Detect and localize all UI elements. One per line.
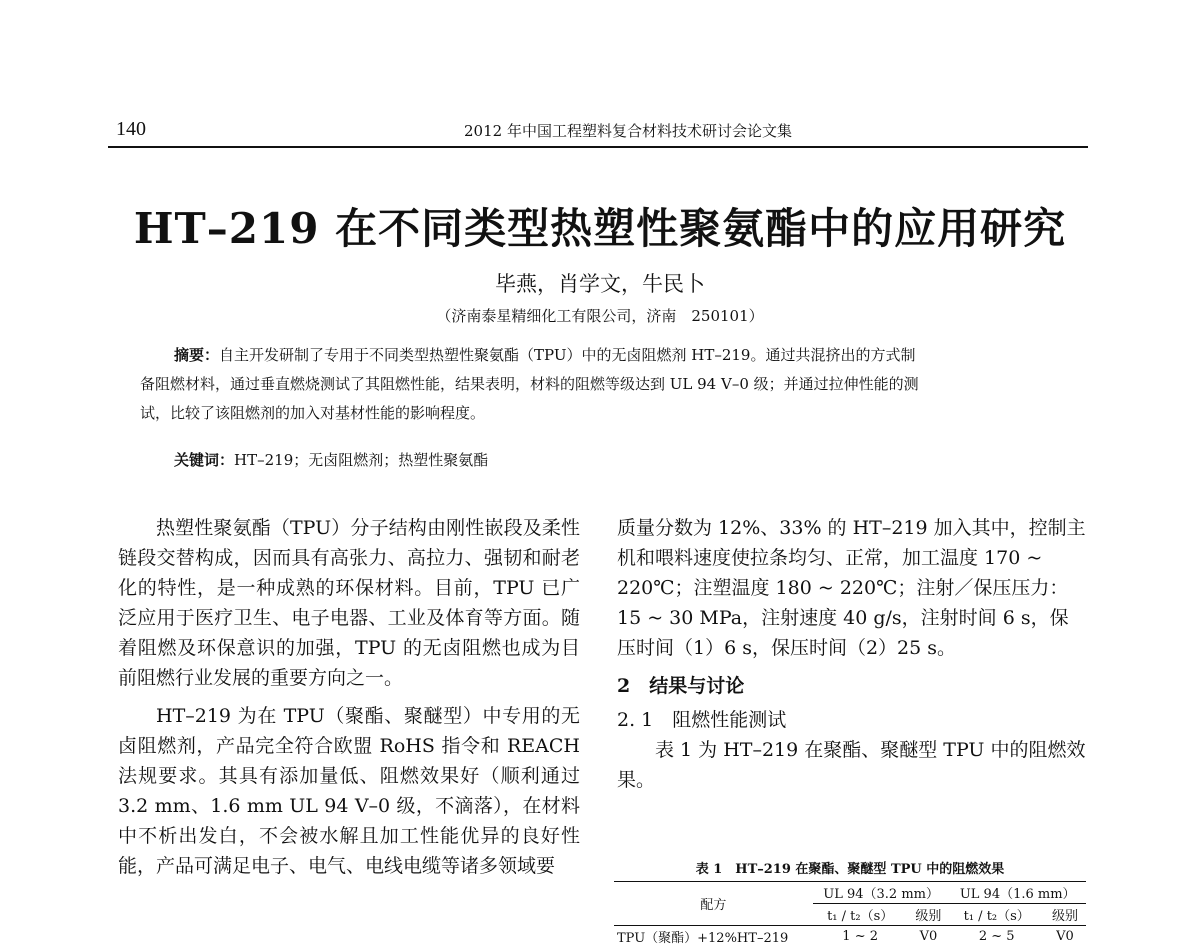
body-paragraph: 热塑性聚氨酯（TPU）分子结构由刚性嵌段及柔性链段交替构成，因而具有高张力、高拉力、强韧和耐老化的特性，是一种成熟的环保材料。目前，TPU 已广泛应用于医疗卫生、电子电器、工业及体育等方面。随着阻燃及环保意识的加强，TPU 的无卤阻燃也成为目前阻燃行业发展的重要方向之一。 [118,517,580,689]
abstract-label: 摘要： [174,346,220,364]
data-table [614,881,1086,947]
col-group-1-6mm: UL 94（1.6 mm） [949,882,1086,904]
sub-header-grade: 级别 [915,909,942,924]
cell-time-3-2: 1 ~ 2 [842,929,878,944]
authors: 毕燕，肖学文，牛民卜 [495,272,705,296]
body-left-column [118,513,580,881]
affiliation: （济南泰星精细化工有限公司，济南 250101） [436,307,764,325]
body-paragraph: HT–219 为在 TPU（聚酯、聚醚型）中专用的无卤阻燃剂，产品完全符合欧盟 RoHS 指令和 REACH 法规要求。其具有添加量低、阻燃效果好（顺利通过 3.2 mm、1.6 mm UL 94 V–0 级，不滴落），在材料中不析出发白，不会被水解且加工性能优异的良好性能，产品可满足电子、电气、电线电缆等诸多领域要 [118,705,580,877]
sub-header-time: t₁ / t₂（s） [827,909,894,924]
cell-grade-3-2: V0 [919,929,938,944]
abstract-line-1: 摘要：自主开发研制了专用于不同类型热塑性聚氨酯（TPU）中的无卤阻燃剂 HT–219。通过共混挤出的方式制 [174,346,916,364]
section-heading: 2 结果与讨论 [617,675,745,697]
body-paragraph: 表 1 为 HT–219 在聚酯、聚醚型 TPU 中的阻燃效果。 [617,739,1086,791]
keywords-text: HT–219；无卤阻燃剂；热塑性聚氨酯 [234,451,489,469]
col-header-formula: 配方 [700,898,727,913]
paper-title: HT–219 在不同类型热塑性聚氨酯中的应用研究 [133,204,1067,253]
abstract-line-2: 备阻燃材料，通过垂直燃烧测试了其阻燃性能，结果表明，材料的阻燃等级达到 UL 94 V–0 级；并通过拉伸性能的测 [140,375,919,393]
table-row [614,926,1086,948]
body-right-column [617,513,1087,795]
table-caption: 表 1 HT–219 在聚酯、聚醚型 TPU 中的阻燃效果 [695,862,1005,877]
keywords-label: 关键词： [174,451,235,469]
cell-formula: TPU（聚酯）+12%HT–219 [617,931,789,946]
header-rule [108,146,1088,148]
sub-header-time: t₁ / t₂（s） [963,909,1030,924]
page-number: 140 [116,118,146,140]
table-1 [614,858,1086,947]
abstract-line-3: 试，比较了该阻燃剂的加入对基材性能的影响程度。 [140,404,486,422]
subsection-heading: 2. 1 阻燃性能测试 [617,709,787,731]
abstract [140,341,1080,428]
col-group-3-2mm: UL 94（3.2 mm） [813,882,950,904]
cell-time-1-6: 2 ~ 5 [978,929,1015,944]
body-paragraph: 质量分数为 12%、33% 的 HT–219 加入其中，控制主机和喂料速度使拉条均匀、正常，加工温度 170 ~ 220℃；注塑温度 180 ~ 220℃；注射／保压压力：15 ~ 30 MPa，注射速度 40 g/s，注射时间 6 s，保压时间（1）6 s，保压时间（2）25 s。 [617,517,1086,659]
keywords [174,449,488,470]
journal-title: 2012 年中国工程塑料复合材料技术研讨会论文集 [464,122,792,140]
sub-header-grade: 级别 [1051,909,1078,924]
cell-grade-1-6: V0 [1056,929,1074,944]
running-header [108,116,1088,148]
